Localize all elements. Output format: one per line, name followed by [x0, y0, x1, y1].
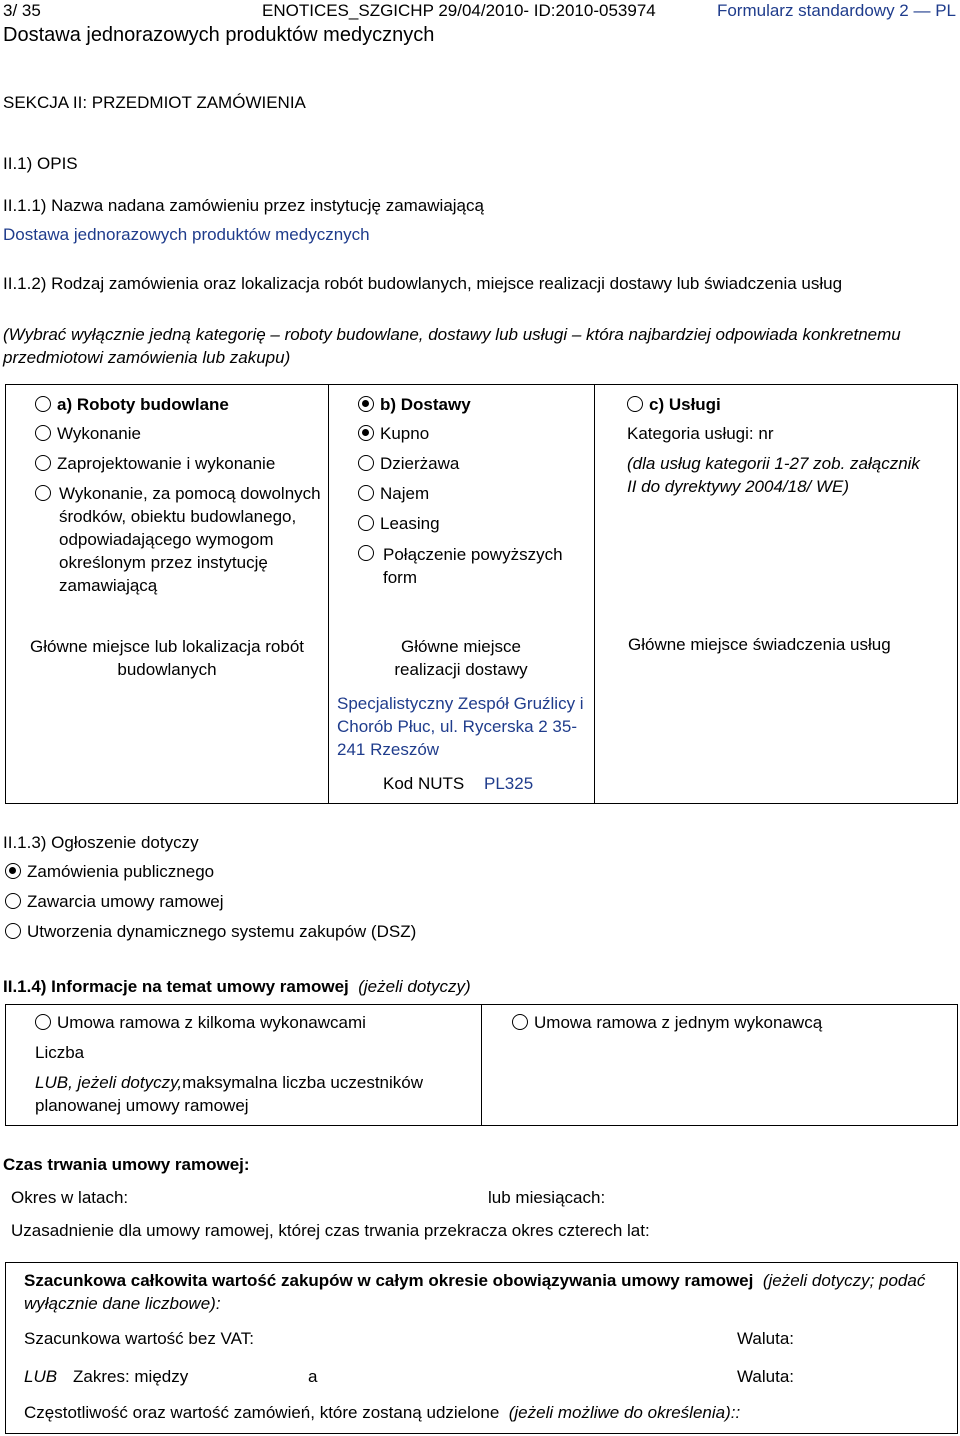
q114-heading: II.1.4) Informacje na temat umowy ramowej (jeżeli dotyczy)	[3, 977, 471, 996]
q113-heading: II.1.3) Ogłoszenie dotyczy	[3, 833, 199, 852]
range-label: Zakres: między	[73, 1367, 189, 1386]
supplies-place-value: Specjalistyczny Zespół Gruźlicy i Chorób Płuc, ul. Rycerska 2 35-241 Rzeszów	[337, 694, 584, 759]
radio-icon	[627, 396, 643, 412]
duration-heading: Czas trwania umowy ramowej:	[3, 1155, 250, 1174]
supplies-option[interactable]: b) Dostawy	[358, 395, 471, 415]
works-place-label: Główne miejsce lub lokalizacja robót budowlanych	[29, 637, 305, 679]
radio-icon	[5, 893, 21, 909]
radio-checked-icon	[358, 425, 374, 441]
works-option[interactable]	[35, 484, 57, 504]
works-option[interactable]: Wykonanie	[35, 424, 141, 444]
nuts-value: PL325	[484, 774, 534, 793]
notice-id: ENOTICES_SZGICHP 29/04/2010- ID:2010-053974	[262, 1, 656, 20]
participants-count-label: Liczba	[35, 1043, 85, 1062]
radio-checked-icon	[358, 396, 374, 412]
duration-years-label: Okres w latach:	[11, 1188, 129, 1207]
supplies-option[interactable]: Kupno	[358, 424, 429, 444]
supplies-option[interactable]	[358, 544, 380, 564]
value-heading: Szacunkowa całkowita wartość zakupów w całym okresie obowiązywania umowy ramowej (jeżeli dotyczy; podać wyłącznie dane liczbowe):	[24, 1271, 926, 1313]
frequency-label: Częstotliwość oraz wartość zamówień, które zostaną udzielone (jeżeli możliwe do określenia)::	[24, 1403, 741, 1422]
works-option[interactable]: Zaprojektowanie i wykonanie	[35, 454, 275, 474]
q112-heading: II.1.2) Rodzaj zamówienia oraz lokalizacja robót budowlanych, miejsce realizacji dostawy lub świadczenia usług	[3, 274, 843, 293]
form-name: Formularz standardowy 2 — PL	[716, 1, 956, 20]
table-divider	[594, 384, 595, 804]
supplies-option[interactable]: Dzierżawa	[358, 454, 459, 474]
radio-icon	[35, 396, 51, 412]
table-divider	[328, 384, 329, 804]
or-label: LUB	[24, 1367, 58, 1386]
services-option[interactable]: c) Usługi	[627, 395, 721, 415]
works-option-label: Wykonanie, za pomocą dowolnych środków, obiektu budowlanego, odpowiadającego wymogom określonym przez instytucję zamawiającą	[59, 484, 321, 595]
net-value-label: Szacunkowa wartość bez VAT:	[24, 1329, 254, 1348]
q112-note: (Wybrać wyłącznie jedną kategorię – roboty budowlane, dostawy lub usługi – która najbardziej odpowiada konkretnemu przedmiotowi zamówienia lub zakupu)	[3, 325, 901, 367]
radio-icon	[35, 425, 51, 441]
opis-heading: II.1) OPIS	[3, 154, 78, 173]
currency-label-2: Waluta:	[737, 1367, 795, 1386]
page-title: Dostawa jednorazowych produktów medycznych	[3, 24, 435, 46]
currency-label: Waluta:	[737, 1329, 795, 1348]
nuts-label: Kod NUTS	[383, 774, 465, 793]
supplies-option[interactable]: Najem	[358, 484, 429, 504]
q111-heading: II.1.1) Nazwa nadana zamówieniu przez instytucję zamawiającą	[3, 196, 484, 215]
framework-multi-option[interactable]: Umowa ramowa z kilkoma wykonawcami	[35, 1013, 366, 1033]
duration-justification-label: Uzasadnienie dla umowy ramowej, której czas trwania przekracza okres czterech lat:	[11, 1221, 650, 1240]
works-option[interactable]: a) Roboty budowlane	[35, 395, 229, 415]
supplies-place-label: Główne miejsce realizacji dostawy	[394, 637, 528, 679]
framework-single-option[interactable]: Umowa ramowa z jednym wykonawcą	[512, 1013, 822, 1033]
page-number: 3/ 35	[3, 1, 41, 20]
section-title: SEKCJA II: PRZEDMIOT ZAMÓWIENIA	[3, 93, 306, 112]
radio-icon	[358, 545, 374, 561]
q111-value: Dostawa jednorazowych produktów medycznych	[3, 225, 370, 244]
radio-icon	[35, 455, 51, 471]
radio-icon	[512, 1014, 528, 1030]
q113-option[interactable]: Zawarcia umowy ramowej	[5, 892, 224, 912]
radio-icon	[35, 485, 51, 501]
q113-option[interactable]: Utworzenia dynamicznego systemu zakupów (DSZ)	[5, 922, 416, 942]
radio-icon	[358, 515, 374, 531]
radio-checked-icon	[5, 863, 21, 879]
max-participants-label: LUB, jeżeli dotyczy,maksymalna liczba uczestników planowanej umowy ramowej	[35, 1073, 423, 1115]
supplies-option-label: Połączenie powyższych form	[383, 545, 563, 587]
radio-icon	[358, 455, 374, 471]
radio-icon	[35, 1014, 51, 1030]
services-place-label: Główne miejsce świadczenia usług	[628, 635, 891, 654]
range-and-label: a	[308, 1367, 318, 1386]
radio-icon	[358, 485, 374, 501]
table-divider	[481, 1004, 482, 1126]
radio-icon	[5, 923, 21, 939]
supplies-option[interactable]: Leasing	[358, 514, 440, 534]
services-category-label: Kategoria usługi: nr	[627, 424, 774, 443]
services-category-note: (dla usług kategorii 1-27 zob. załącznik II do dyrektywy 2004/18/ WE)	[627, 454, 920, 496]
duration-months-label: lub miesiącach:	[488, 1188, 606, 1207]
q113-option[interactable]: Zamówienia publicznego	[5, 862, 214, 882]
